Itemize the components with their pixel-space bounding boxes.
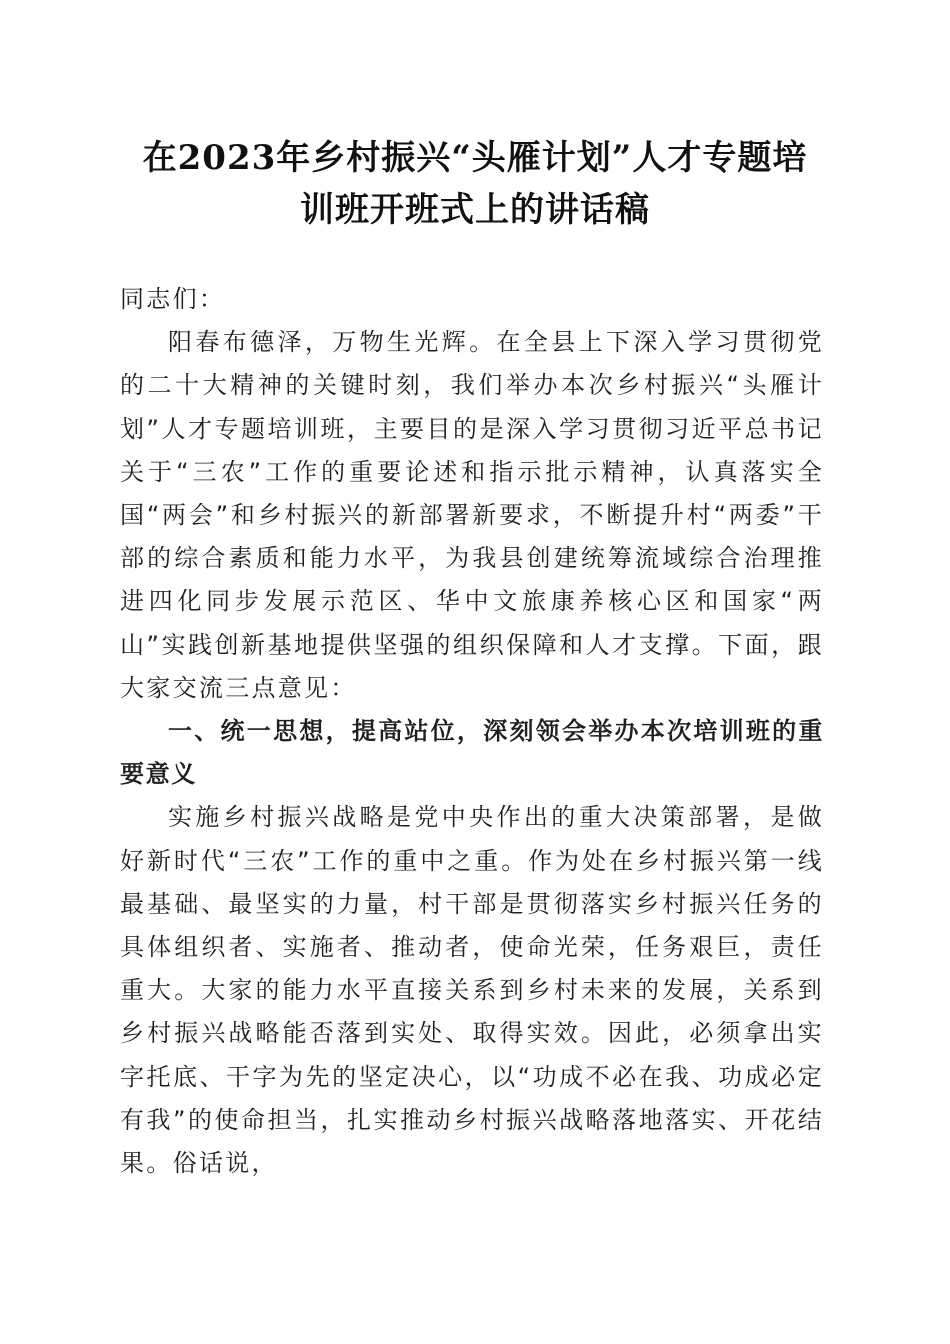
document-body xyxy=(120,278,824,1185)
section-heading-1: 一、统一思想，提高站位，深刻领会举办本次培训班的重要意义 xyxy=(120,717,824,789)
document-title xyxy=(100,132,850,236)
title-line-1: 在2023年乡村振兴“头雁计划”人才专题培 xyxy=(142,138,808,178)
paragraph-section-1: 实施乡村振兴战略是党中央作出的重大决策部署，是做好新时代“三农”工作的重中之重。作为处在乡村振兴第一线最基础、最坚实的力量，村干部是贯彻落实乡村振兴任务的具体组织者、实施者、推动者，使命光荣，任务艰巨，责任重大。大家的能力水平直接关系到乡村未来的发展，关系到乡村振兴战略能否落到实处、取得实效。因此，必须拿出实字托底、干字为先的坚定决心，以“功成不必在我、功成必定有我”的使命担当，扎实推动乡村振兴战略落地落实、开花结果。俗话说， xyxy=(120,803,824,1178)
salutation: 同志们： xyxy=(120,285,226,313)
paragraph-intro: 阳春布德泽，万物生光辉。在全县上下深入学习贯彻党的二十大精神的关键时刻，我们举办本次乡村振兴“头雁计划”人才专题培训班，主要目的是深入学习贯彻习近平总书记关于“三农”工作的重要论述和指示批示精神，认真落实全国“两会”和乡村振兴的新部署新要求，不断提升村“两委”干部的综合素质和能力水平，为我县创建统筹流域综合治理推进四化同步发展示范区、华中文旅康养核心区和国家“两山”实践创新基地提供坚强的组织保障和人才支撑。下面，跟大家交流三点意见： xyxy=(120,328,824,702)
title-line-2: 训班开班式上的讲话稿 xyxy=(300,190,650,230)
